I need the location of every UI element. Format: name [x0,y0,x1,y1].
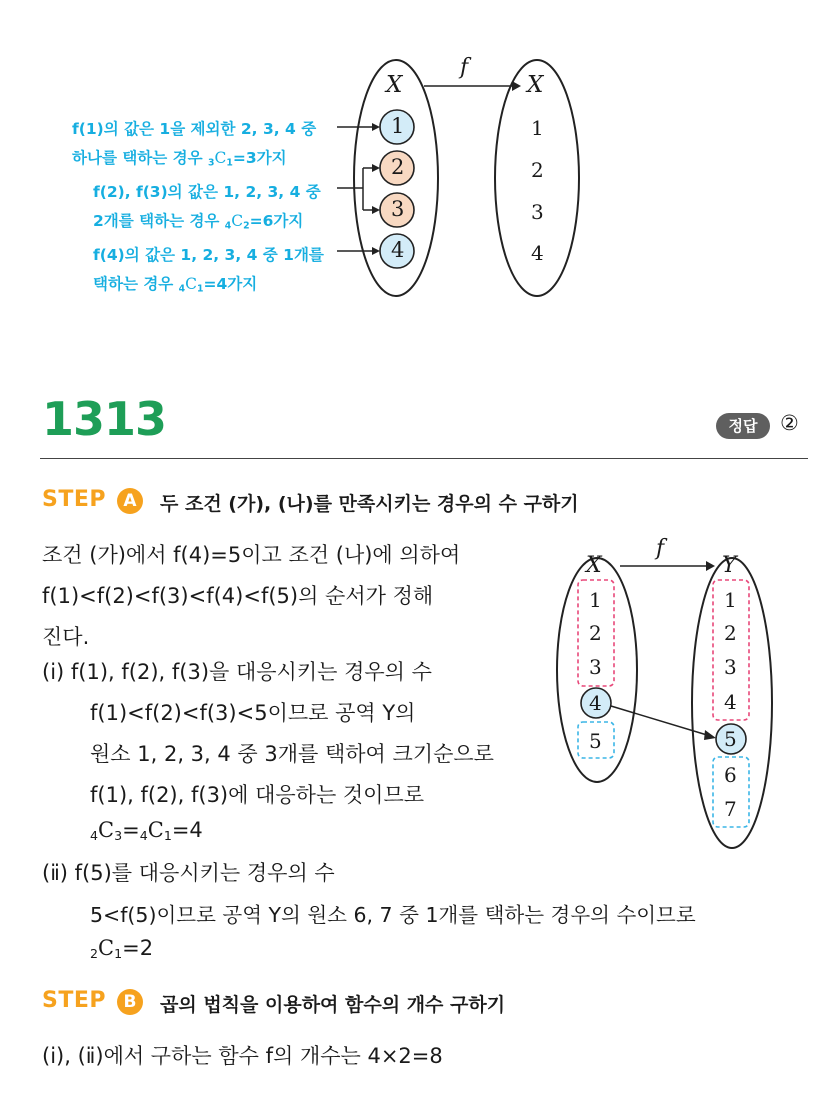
step-a-letter: A [117,488,143,514]
domain-element: 1 [589,588,602,612]
annotation-3-line2: 택하는 경우 $_4C_1=4$가지 [93,275,258,295]
domain-element: 5 [589,729,602,753]
case-ii-formula: $_2C_1=2$ [90,936,154,962]
codomain-element: 1 [724,588,737,612]
case-i-line-2: 원소 1, 2, 3, 4 중 3개를 택하여 크기순으로 [90,742,494,766]
case-i-heading: (ⅰ) f(1), f(2), f(3)을 대응시키는 경우의 수 [42,660,432,684]
step-b-letter: B [117,989,143,1015]
domain-element: 2 [589,621,602,645]
annotation-3-line1: f(4)의 값은 1, 2, 3, 4 중 1개를 [93,246,324,264]
top-codomain-element: 1 [531,116,544,140]
step-b-line: (ⅰ), (ⅱ)에서 구하는 함수 f의 개수는 4×2=8 [42,1044,443,1068]
mapping-arrowhead-f [706,561,715,571]
top-codomain-element: 3 [531,200,544,224]
top-codomain-label: X [527,72,544,98]
domain-element: 3 [589,655,602,679]
top-arrow-label: f [460,55,469,80]
problem-number: 1313 [42,392,167,446]
codomain-element: 7 [724,797,737,821]
top-domain-element: 2 [391,155,405,179]
step-a-line-3: 진다. [42,625,90,649]
top-codomain-element: 4 [531,241,544,265]
top-domain-element: 1 [391,114,405,138]
case-i-line-1: f(1)<f(2)<f(3)<5이므로 공역 Y의 [90,701,416,725]
step-a-arrow-label: f [656,536,665,561]
top-domain-label: X [386,72,403,98]
answer-value: ② [780,411,799,435]
annotation-1-line1: f(1)의 값은 1을 제외한 2, 3, 4 중 [72,120,317,138]
top-domain-element: 4 [391,238,405,262]
step-a-title: 두 조건 (가), (나)를 만족시키는 경우의 수 구하기 [160,493,579,515]
codomain-element: 6 [724,763,737,787]
answer-badge: 정답 [716,413,770,439]
case-i-formula: $_4C_3=_4C_1=4$ [90,818,203,844]
codomain-element: 4 [724,690,737,714]
step-b-title: 곱의 법칙을 이용하여 함수의 개수 구하기 [160,994,506,1016]
top-codomain-element: 2 [531,158,544,182]
step-a-domain-label: X [586,553,602,578]
codomain-element: 3 [724,655,737,679]
step-a-label: STEP [42,487,107,512]
case-ii-heading: (ⅱ) f(5)를 대응시키는 경우의 수 [42,861,335,885]
annotation-2-line1: f(2), f(3)의 값은 1, 2, 3, 4 중 [93,183,321,201]
annotation-1-line2: 하나를 택하는 경우 $_3C_1=3$가지 [72,149,287,169]
annotation-2-line2: 2개를 택하는 경우 $_4C_2=6$가지 [93,212,304,232]
codomain-element: 5 [724,727,737,751]
domain-element: 4 [589,691,602,715]
case-ii-line-1: 5<f(5)이므로 공역 Y의 원소 6, 7 중 1개를 택하는 경우의 수이므로 [90,903,696,927]
step-a-line-1: 조건 (가)에서 f(4)=5이고 조건 (나)에 의하여 [42,543,461,567]
top-domain-element: 3 [391,197,405,221]
map-arrowhead-4-to-5 [704,730,716,740]
step-a-codomain-label: Y [722,553,737,578]
step-a-line-2: f(1)<f(2)<f(3)<f(4)<f(5)의 순서가 정해 [42,584,434,608]
codomain-element: 2 [724,621,737,645]
step-b-label: STEP [42,988,107,1013]
case-i-line-3: f(1), f(2), f(3)에 대응하는 것이므로 [90,783,425,807]
